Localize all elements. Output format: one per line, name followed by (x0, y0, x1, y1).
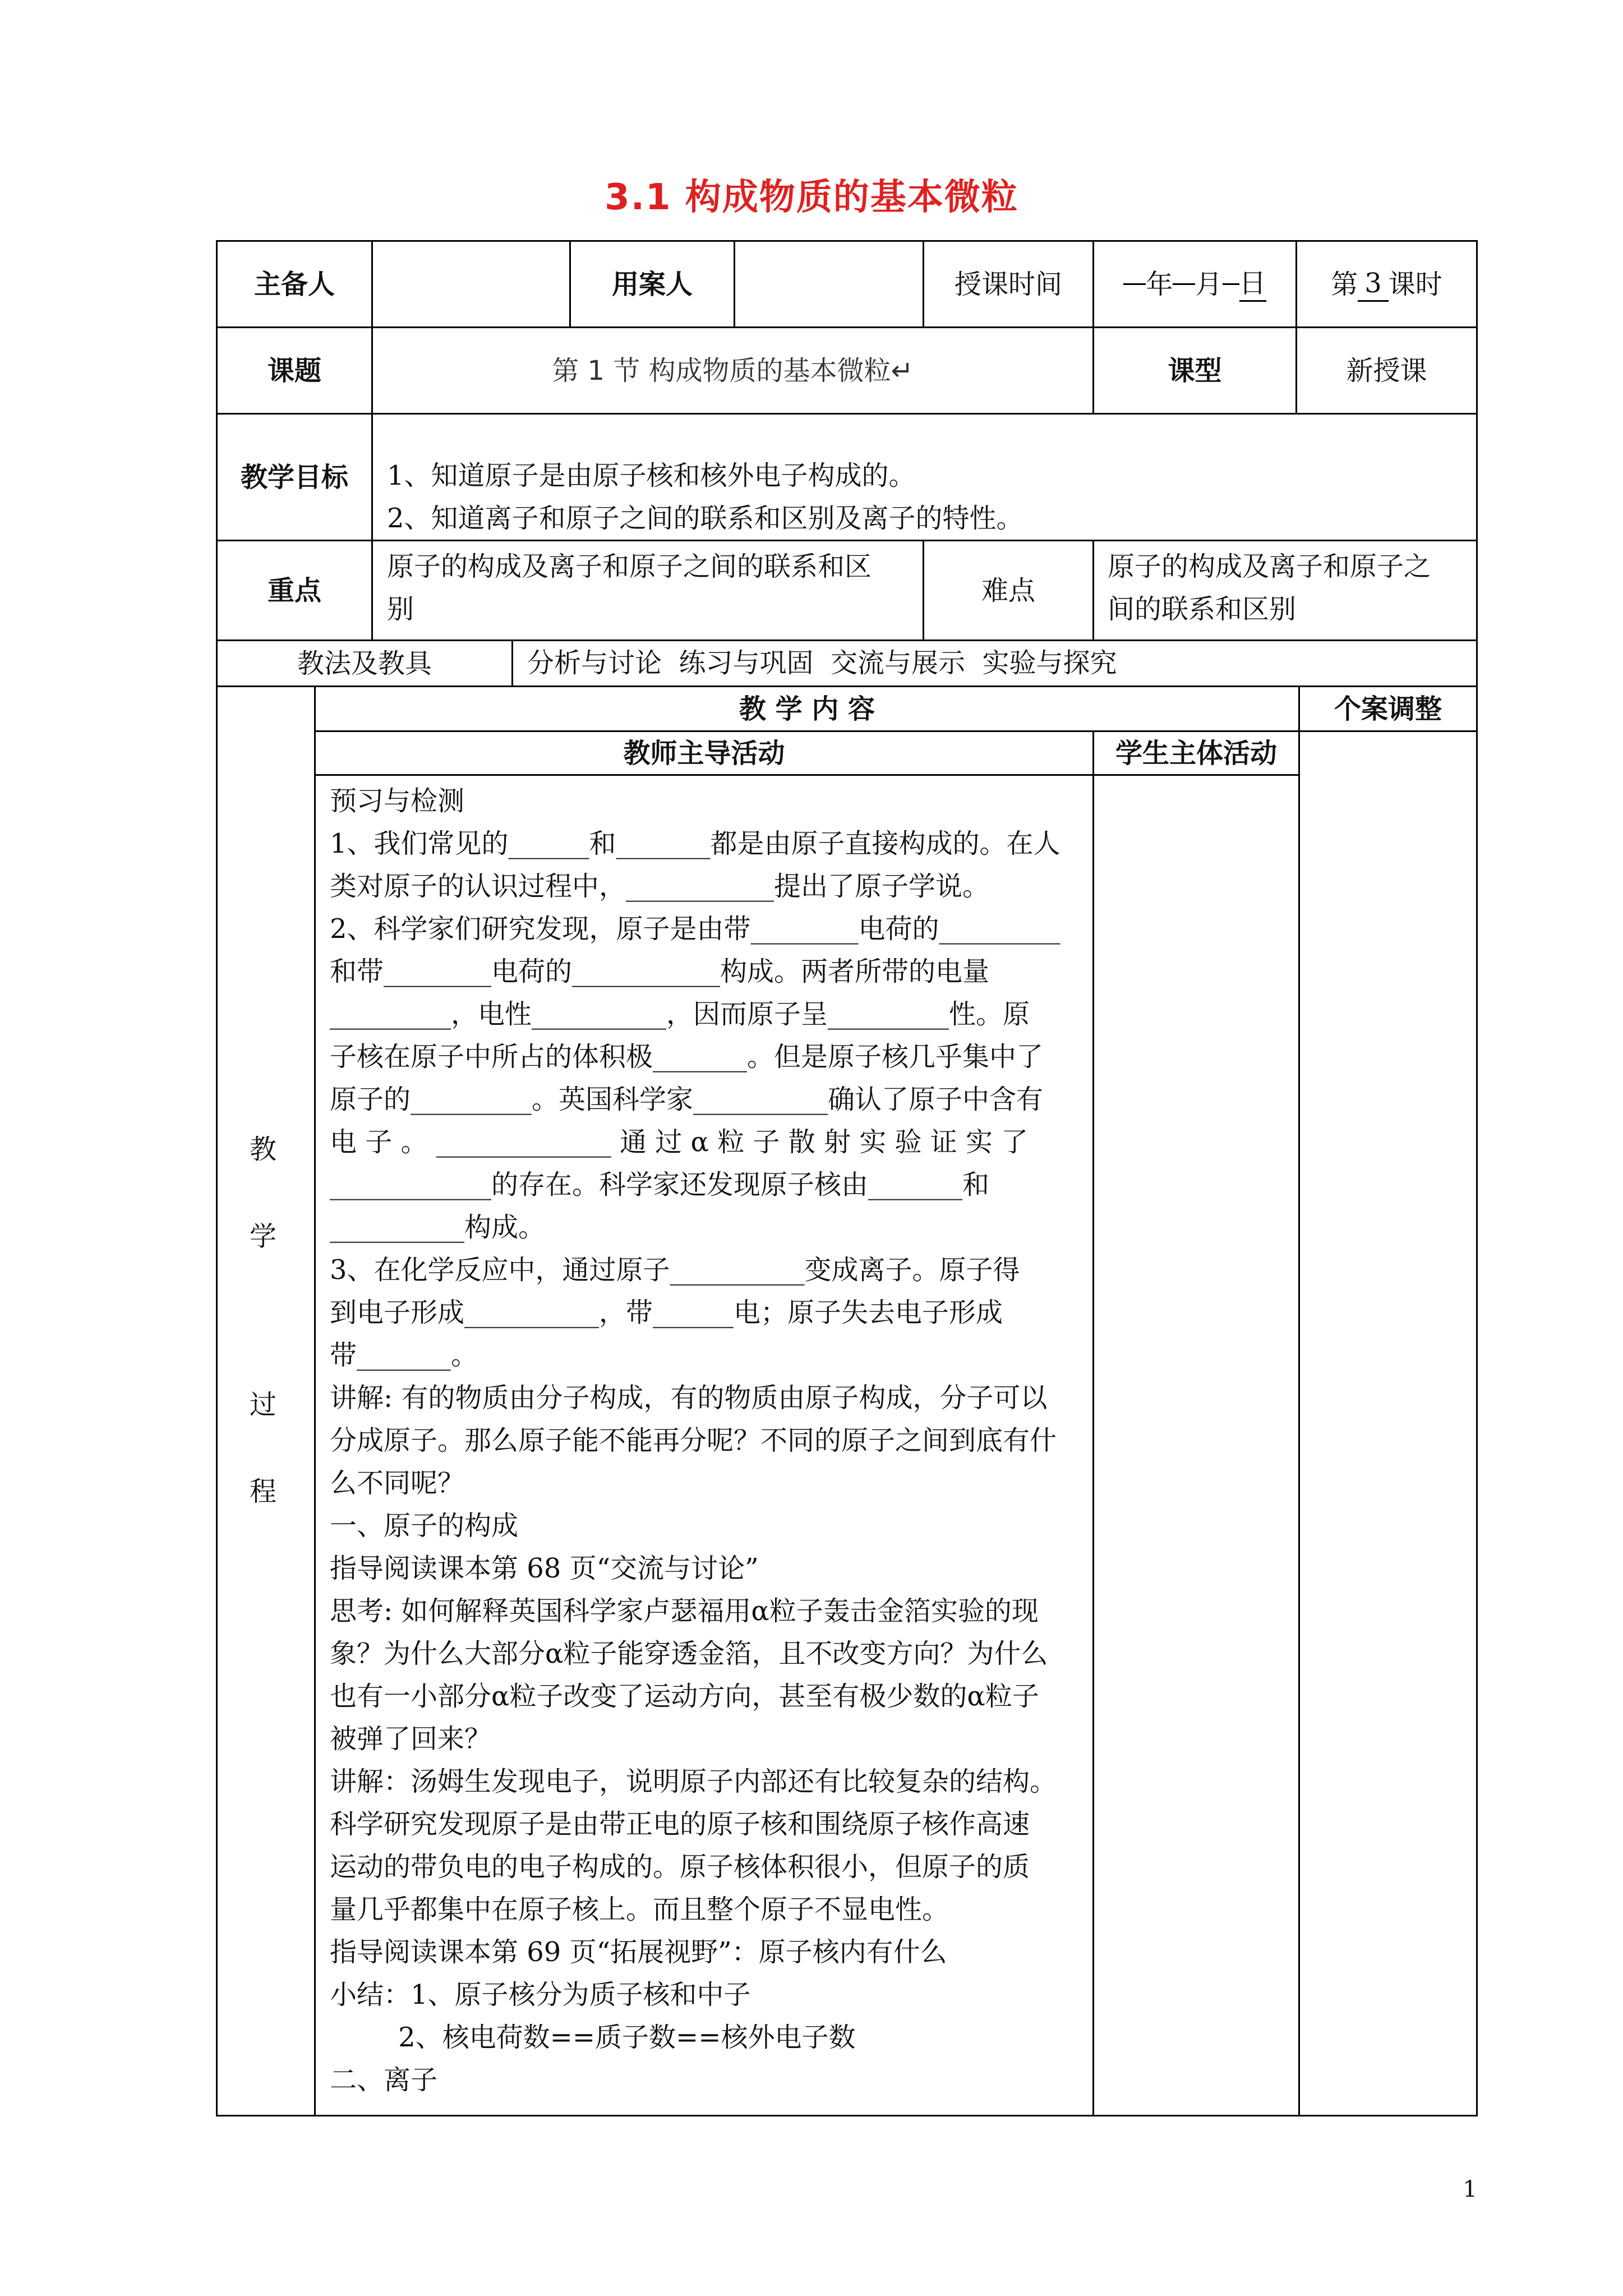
methods-value: 分析与讨论 练习与巩固 交流与展示 实验与探究 (527, 647, 1117, 679)
lesson-type-value: 新授课 (1346, 355, 1427, 386)
content-line: 么不同呢？ (330, 1467, 465, 1499)
lesson-period: 第 3 课时 (1297, 242, 1476, 326)
content-line: 3、在化学反应中，通过原子__________变成离子。原子得 (330, 1254, 1020, 1286)
content-line: 分成原子。那么原子能不能再分呢？不同的原子之间到底有什 (330, 1425, 1057, 1456)
content-line: __________构成。 (330, 1212, 546, 1243)
goals-label: 教学目标 (240, 461, 348, 493)
content-line: 科学研究发现原子是由带正电的原子核和围绕原子核作高速 (330, 1809, 1030, 1840)
content-line: 和带________电荷的___________构成。两者所带的电量 (330, 956, 990, 987)
content-line: 一、原子的构成 (330, 1510, 519, 1542)
lesson-date: 年 月 日 (1094, 242, 1295, 326)
content-line: 思考: 如何解释英国科学家卢瑟福用α粒子轰击金箔实验的现 (330, 1595, 1039, 1627)
content-line: 指导阅读课本第 69 页“拓展视野”：原子核内有什么 (330, 1936, 947, 1968)
process-side-label: 教 (250, 1134, 277, 1165)
content-line: 类对原子的认识过程中，___________提出了原子学说。 (330, 871, 990, 902)
difficulty-line: 间的联系和区别 (1108, 593, 1297, 625)
content-line: 指导阅读课本第 68 页“交流与讨论” (330, 1553, 759, 1584)
content-line: 子核在原子中所占的体积极_______。但是原子核几乎集中了 (330, 1041, 1044, 1073)
content-line: 象？为什么大部分α粒子能穿透金箔，且不改变方向？为什么 (330, 1638, 1048, 1669)
content-line: ____________的存在。科学家还发现原子核由_______和 (330, 1169, 990, 1200)
content-line: 2、科学家们研究发现，原子是由带________电荷的_________ (330, 913, 1061, 945)
time-label: 授课时间 (954, 268, 1062, 300)
student-header: 学生主体活动 (1115, 737, 1277, 769)
teacher-header: 教师主导活动 (623, 737, 785, 769)
lesson-type-label: 课型 (1168, 355, 1222, 386)
content-line: 也有一小部分α粒子改变了运动方向，甚至有极少数的α粒子 (330, 1681, 1039, 1712)
user-value (735, 242, 923, 326)
process-side-label: 过 (250, 1389, 277, 1420)
difficulty-line: 原子的构成及离子和原子之 (1108, 551, 1431, 582)
goal-item: 1、知道原子是由原子核和核外电子构成的。 (387, 460, 916, 491)
content-line: 小结：1、原子核分为质子核和中子 (330, 1979, 751, 2010)
content-line: 1、我们常见的______和_______都是由原子直接构成的。在人 (330, 828, 1061, 859)
preparer-value (373, 242, 569, 326)
content-line: 到电子形成__________，带______电；原子失去电子形成 (330, 1297, 1003, 1328)
content-line: _________，电性__________，因而原子呈_________性。原 (330, 999, 1030, 1030)
process-side-label: 程 (250, 1476, 277, 1507)
content-header: 教 学 内 容 (739, 693, 875, 725)
key-point-line: 原子的构成及离子和原子之间的联系和区 (387, 551, 872, 582)
process-side-label: 学 (250, 1221, 277, 1252)
content-line: 讲解：汤姆生发现电子，说明原子内部还有比较复杂的结构。 (330, 1766, 1057, 1797)
content-line: 二、离子 (330, 2064, 438, 2096)
content-line: 运动的带负电的电子构成的。原子核体积很小，但原子的质 (330, 1851, 1030, 1883)
key-point-line: 别 (387, 593, 414, 625)
difficulty-label: 难点 (981, 574, 1035, 606)
content-line: 原子的_________。英国科学家__________确认了原子中含有 (330, 1084, 1044, 1115)
content-line: 电 子 。 _____________ 通 过 α 粒 子 散 射 实 验 证 实 了 (330, 1126, 1029, 1158)
content-line: 讲解: 有的物质由分子构成，有的物质由原子构成，分子可以 (330, 1382, 1048, 1414)
user-label: 用案人 (611, 268, 693, 300)
key-point-label: 重点 (267, 574, 321, 606)
adjust-header: 个案调整 (1334, 693, 1442, 725)
topic-value: 第 1 节 构成物质的基本微粒↵ (552, 355, 914, 386)
content-line: 预习与检测 (330, 785, 465, 817)
content-line: 被弹了回来？ (330, 1723, 492, 1755)
content-line: 2、核电荷数==质子数==核外电子数 (330, 2022, 856, 2053)
preparer-label: 主备人 (253, 268, 335, 300)
content-line: 量几乎都集中在原子核上。而且整个原子不显电性。 (330, 1894, 949, 1925)
topic-label: 课题 (267, 355, 321, 386)
page-number: 1 (1463, 2177, 1477, 2202)
page-title: 3.1 构成物质的基本微粒 (605, 177, 1018, 218)
goal-item: 2、知道离子和原子之间的联系和区别及离子的特性。 (387, 503, 1023, 534)
content-line: 带_______。 (330, 1340, 478, 1371)
methods-label: 教法及教具 (297, 647, 432, 679)
